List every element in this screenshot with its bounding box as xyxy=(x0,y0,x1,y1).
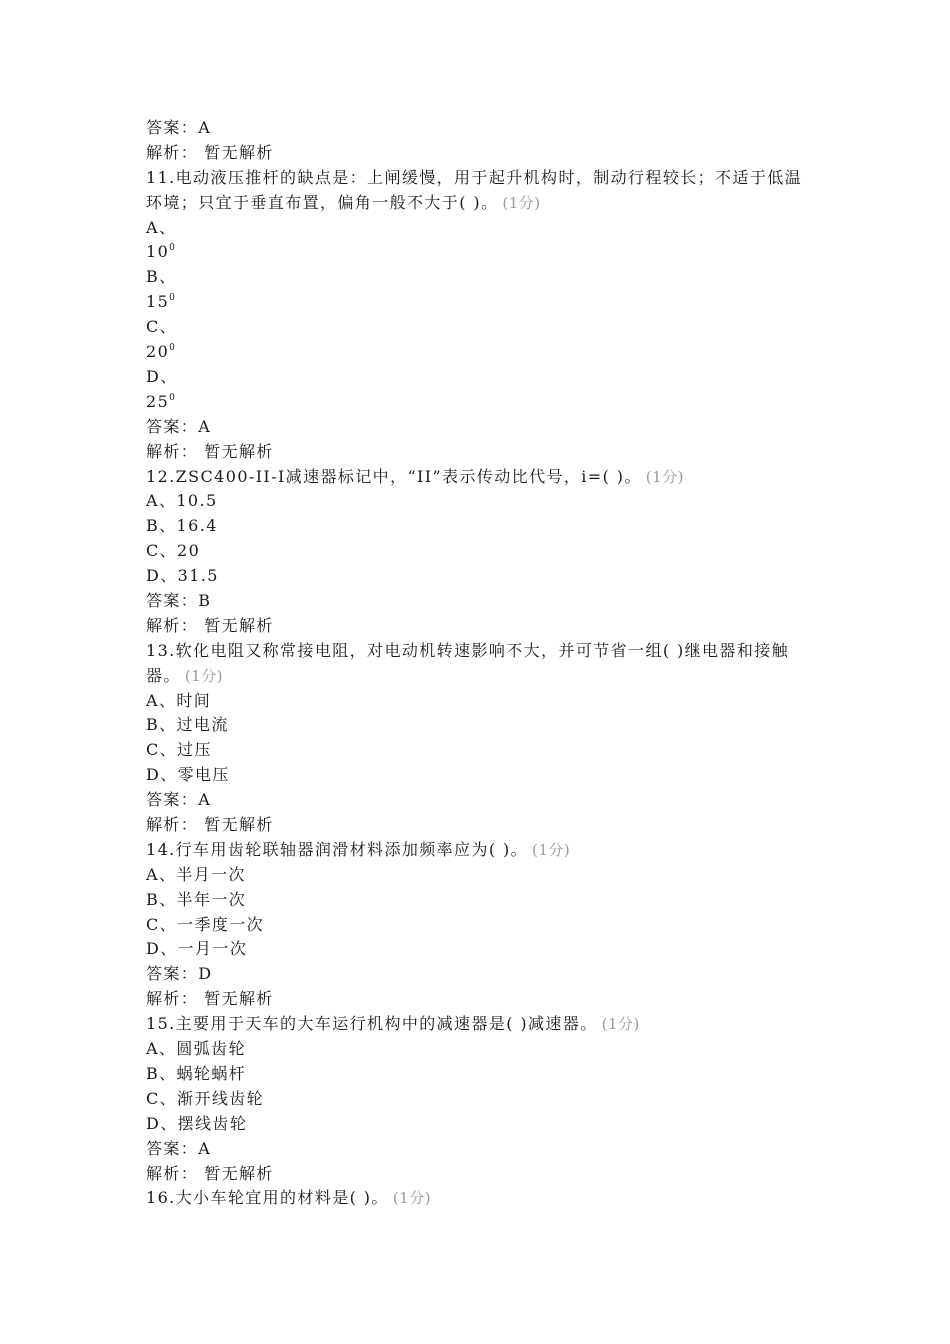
question-14 xyxy=(146,838,818,863)
degree-superscript: 0 xyxy=(169,343,177,354)
analysis-text: 暂无解析 xyxy=(204,615,274,635)
analysis-text: 暂无解析 xyxy=(204,989,274,1009)
question-text: 11.电动液压推杆的缺点是：上闸缓慢，用于起升机构时，制动行程较长；不适于低温环境；只宜于垂直布置，偏角一般不大于( )。 xyxy=(146,167,803,212)
question-score: (1分) xyxy=(392,1189,432,1208)
question-text: 15.主要用于天车的大车运行机构中的减速器是( )减速器。 xyxy=(146,1014,598,1034)
analysis-label: 解析： xyxy=(146,142,199,162)
analysis-text: 暂无解析 xyxy=(204,142,274,162)
option-b: B、蜗轮蜗杆 xyxy=(146,1063,247,1083)
analysis-text: 暂无解析 xyxy=(204,815,274,835)
analysis-line xyxy=(146,440,818,465)
question-score: (1分) xyxy=(184,666,224,685)
option-a: A、半月一次 xyxy=(146,864,246,884)
analysis-line xyxy=(146,1162,818,1187)
option-c: C、渐开线齿轮 xyxy=(146,1088,265,1108)
option-b: B、过电流 xyxy=(146,715,229,735)
analysis-text: 暂无解析 xyxy=(204,441,274,461)
question-text: 12.ZSC400-II-I减速器标记中，“II”表示传动比代号，i=( )。 xyxy=(146,466,642,486)
option-c: C、20 xyxy=(146,541,201,561)
question-text: 14.行车用齿轮联轴器润滑材料添加频率应为( )。 xyxy=(146,839,529,859)
analysis-label: 解析： xyxy=(146,615,199,635)
analysis-line xyxy=(146,987,818,1012)
question-16 xyxy=(146,1186,818,1211)
option-b: B、半年一次 xyxy=(146,889,247,909)
option-d: D、一月一次 xyxy=(146,939,248,959)
analysis-label: 解析： xyxy=(146,441,199,461)
question-score: (1分) xyxy=(502,193,541,212)
answer-line: 答案：D xyxy=(146,964,213,984)
question-score: (1分) xyxy=(532,840,571,859)
answer-line: 答案：B xyxy=(146,590,212,610)
question-13 xyxy=(146,639,818,689)
question-11 xyxy=(146,166,818,216)
option-c: C、过压 xyxy=(146,740,212,760)
option-value-c: $20^0$ xyxy=(146,342,177,362)
option-d: D、摆线齿轮 xyxy=(146,1113,248,1133)
analysis-line xyxy=(146,614,818,639)
question-text: 13.软化电阻又称常接电阻，对电动机转速影响不大，并可节省一组( )继电器和接触器。 xyxy=(146,640,790,685)
document-page xyxy=(146,116,818,1211)
answer-line: 答案：A xyxy=(146,118,212,137)
answer-line: 答案：A xyxy=(146,1138,212,1158)
analysis-label: 解析： xyxy=(146,1163,199,1183)
option-letter-c: C、 xyxy=(146,317,178,337)
analysis-line xyxy=(146,141,818,166)
answer-line: 答案：A xyxy=(146,790,212,810)
analysis-line xyxy=(146,813,818,838)
option-a: A、圆弧齿轮 xyxy=(146,1039,246,1059)
option-b: B、16.4 xyxy=(146,516,218,536)
question-score: (1分) xyxy=(601,1015,640,1034)
option-letter-a: A、 xyxy=(146,217,177,237)
option-a: A、10.5 xyxy=(146,491,218,511)
option-letter-d: D、 xyxy=(146,366,178,386)
option-value-d: $25^0$ xyxy=(146,391,177,411)
degree-superscript: 0 xyxy=(169,392,177,403)
question-15 xyxy=(146,1012,818,1037)
option-value-a: $10^0$ xyxy=(146,242,177,262)
analysis-label: 解析： xyxy=(146,989,199,1009)
degree-superscript: 0 xyxy=(169,243,177,254)
question-text: 16.大小车轮宜用的材料是( )。 xyxy=(146,1188,389,1208)
analysis-label: 解析： xyxy=(146,815,199,835)
degree-superscript: 0 xyxy=(169,293,177,304)
option-c: C、一季度一次 xyxy=(146,914,265,934)
option-d: D、零电压 xyxy=(146,765,230,785)
question-12 xyxy=(146,465,818,490)
option-value-b: $15^0$ xyxy=(146,292,177,312)
option-d: D、31.5 xyxy=(146,566,219,586)
answer-line: 答案：A xyxy=(146,416,212,436)
question-score: (1分) xyxy=(645,467,685,486)
analysis-text: 暂无解析 xyxy=(204,1163,274,1183)
option-a: A、时间 xyxy=(146,690,212,710)
option-letter-b: B、 xyxy=(146,267,177,287)
